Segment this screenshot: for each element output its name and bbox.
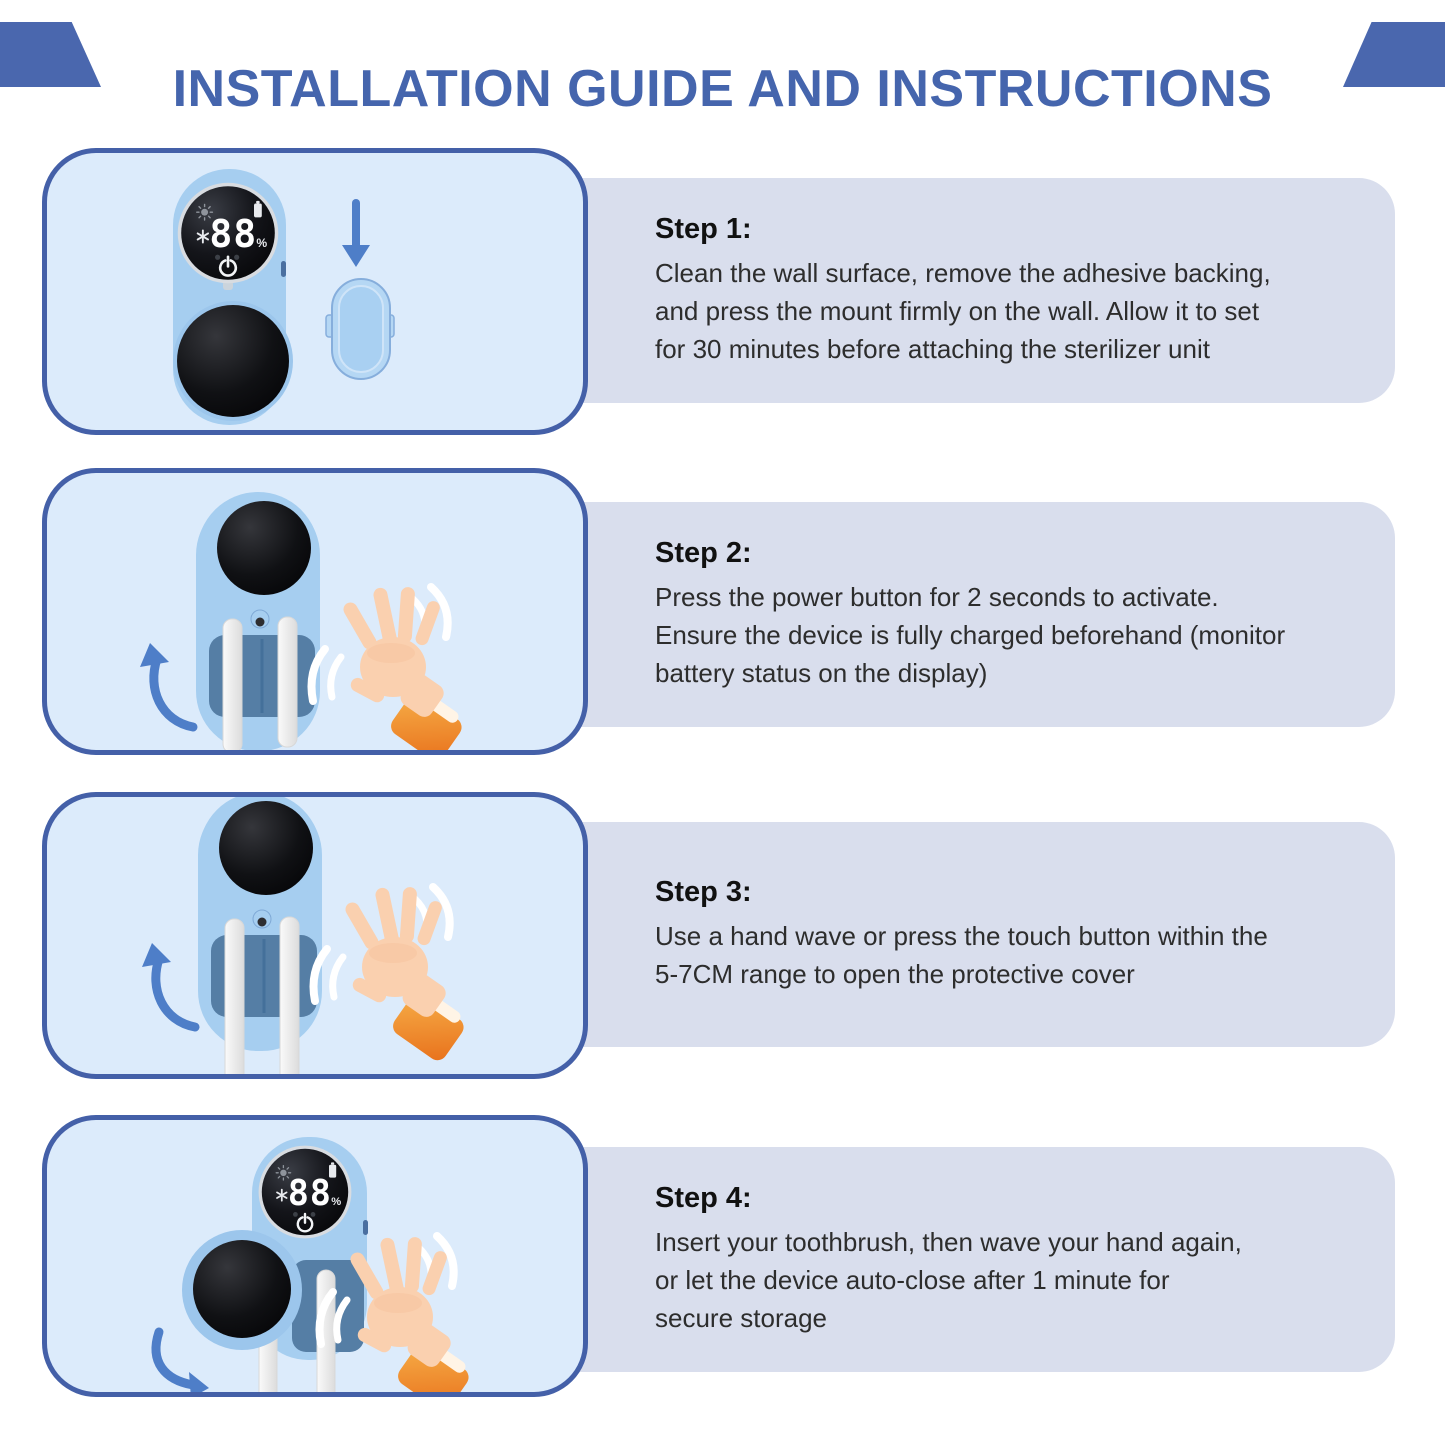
side-button bbox=[363, 1220, 368, 1235]
page-title: INSTALLATION GUIDE AND INSTRUCTIONS bbox=[172, 59, 1273, 118]
step-4-image-panel bbox=[42, 1115, 588, 1397]
step-1-description-line: Clean the wall surface, remove the adhesive backing, bbox=[655, 258, 1271, 288]
step-1-label: Step 1: bbox=[655, 213, 752, 245]
open-device-cover bbox=[219, 801, 313, 895]
side-button bbox=[281, 261, 286, 277]
step-2-illustration bbox=[47, 473, 583, 750]
step-3-illustration bbox=[47, 797, 583, 1074]
wall-mount-plate bbox=[326, 279, 394, 379]
step-4-text-panel bbox=[500, 1147, 1395, 1372]
step-4-description-line: or let the device auto-close after 1 minute for bbox=[655, 1265, 1170, 1295]
step-1-image-panel bbox=[42, 148, 588, 435]
step-2-description-line: Ensure the device is fully charged beforehand (monitor bbox=[655, 620, 1286, 650]
step-1-description-line: for 30 minutes before attaching the sterilizer unit bbox=[655, 334, 1210, 364]
step-2-image-panel bbox=[42, 468, 588, 755]
toothbrush bbox=[280, 917, 299, 1074]
open-device-cover bbox=[193, 1240, 291, 1338]
up-curved-arrow-icon bbox=[142, 943, 195, 1027]
device-cover bbox=[177, 305, 289, 417]
step-3-image-panel bbox=[42, 792, 588, 1079]
step-1-text-panel bbox=[500, 178, 1395, 403]
step-4-illustration bbox=[47, 1120, 583, 1392]
step-4-description-line: secure storage bbox=[655, 1303, 827, 1333]
step-2-text-panel bbox=[500, 502, 1395, 727]
down-curved-arrow-icon bbox=[156, 1332, 209, 1392]
open-device-cover bbox=[217, 501, 311, 595]
step-1-description-line: and press the mount firmly on the wall. Allow it to set bbox=[655, 296, 1260, 326]
step-3-text-panel bbox=[500, 822, 1395, 1047]
up-curved-arrow-icon bbox=[140, 643, 193, 727]
step-4-description-line: Insert your toothbrush, then wave your hand again, bbox=[655, 1227, 1242, 1257]
step-1-illustration bbox=[47, 153, 583, 430]
toothbrush bbox=[225, 919, 244, 1074]
toothbrush bbox=[223, 619, 242, 750]
step-2-description-line: Press the power button for 2 seconds to activate. bbox=[655, 582, 1219, 612]
step-2-description-line: battery status on the display) bbox=[655, 658, 988, 688]
step-3-label: Step 3: bbox=[655, 876, 752, 908]
down-arrow-icon bbox=[342, 203, 370, 267]
step-4-label: Step 4: bbox=[655, 1182, 752, 1214]
step-2-label: Step 2: bbox=[655, 537, 752, 569]
step-3-description-line: Use a hand wave or press the touch button within the bbox=[655, 921, 1268, 951]
toothbrush bbox=[278, 617, 297, 747]
step-3-description-line: 5-7CM range to open the protective cover bbox=[655, 959, 1135, 989]
